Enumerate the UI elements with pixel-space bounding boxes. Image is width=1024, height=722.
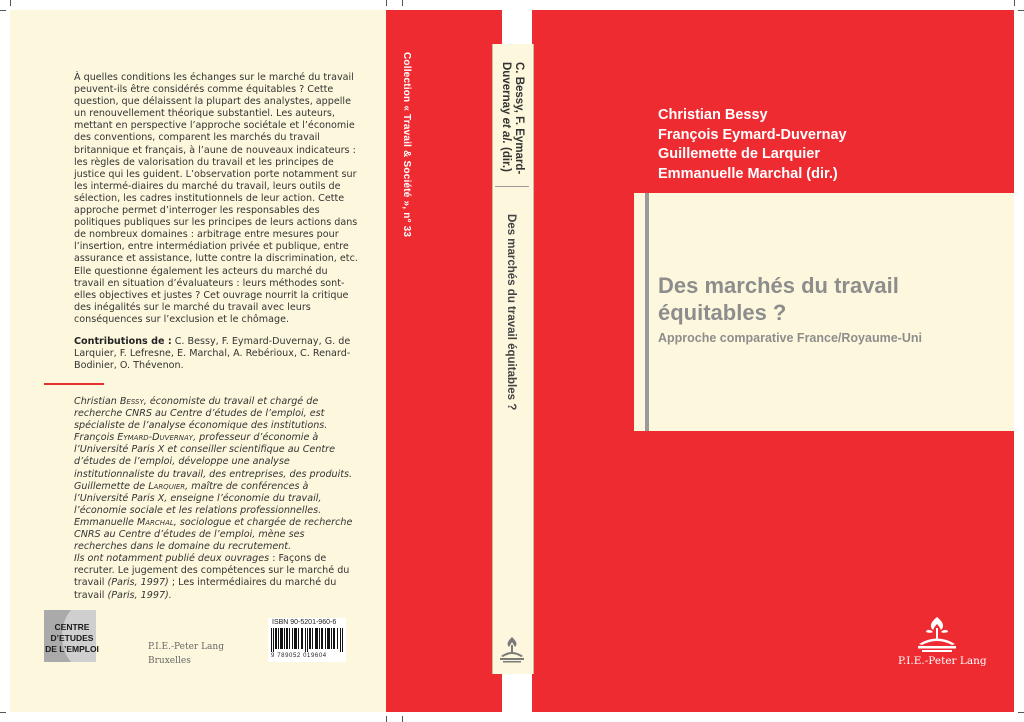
barcode-icon xyxy=(271,628,343,652)
bio-paragraph-2 xyxy=(74,553,359,601)
spine-authors-etal: et al. xyxy=(500,117,512,144)
publisher-city: Bruxelles xyxy=(148,656,191,666)
bio-name: Larquier xyxy=(148,480,186,492)
author-name: Christian Bessy xyxy=(658,107,768,123)
logo-line: CENTRE xyxy=(54,622,90,632)
book-title-line: équitables ? xyxy=(658,300,787,325)
bio-text: (Paris, 1997) xyxy=(107,577,169,589)
bio-name: Bessy xyxy=(119,396,144,407)
bio-text: , sociologue et chargée de recherche CNRS au Centre d’études de l’emploi, mène ses recherches dans le domaine du recrutement. xyxy=(74,516,353,553)
book-title-line: Des marchés du travail xyxy=(658,273,899,298)
author-bios xyxy=(74,396,359,602)
bio-text: Ils ont notamment publié deux ouvrages xyxy=(74,553,270,565)
isbn-number: ISBN 90-5201-960-6 xyxy=(272,619,337,626)
publisher-tree-icon xyxy=(914,616,960,654)
spine-authors-line: Duvernay xyxy=(500,62,512,118)
spine-edge xyxy=(386,10,402,712)
contributions-text: C. Bessy, F. Eymard-Duvernay, G. de Larquier, F. Lefresne, E. Marchal, A. Rebérioux, C. Renard-Bodinier, O. Thévenon. xyxy=(74,336,351,372)
author-name: Guillemette de Larquier xyxy=(658,146,820,162)
blurb-paragraph: À quelles conditions les échanges sur le marché du travail peuvent-ils être considérés comme équitables ? Cette question, que délaissent la plupart des analystes, appelle un renouvellement théorique substantiel. Les auteurs, mettant en perspective l’approche sociétale et l’économie des conventions, comparent les marchés du travail britannique et français, à l’aune de nouveaux indicateurs : les règles de valorisation du travail et les principes de justice qui les guident. L’observation porte notamment sur les intermé-diaires du marché du travail, leurs outils de sélection, les cadres institutionnels de leur action. Cette approche permet d’interroger les responsables des politiques publiques sur les principes de leurs actions dans de nombreux domaines : arbitrage entre mesures pour l’insertion, entre intermédiation privée et publique, entre assurance et assistance, lutte contre la discrimination, etc. Elle questionne également les acteurs du marché du travail en situation d’évaluateurs : leurs méthodes sont-elles objectives et justes ? Cet ouvrage nourrit la critique des inégalités sur le marché du travail avec leurs conséquences sur l’exclusion et le chômage. xyxy=(74,72,358,325)
book-title xyxy=(658,272,899,326)
cee-logo-text xyxy=(44,622,100,655)
back-publisher xyxy=(148,640,224,668)
bio-text: , maître de conférences à l’Université Paris X, enseigne l’économie du travail, l’économie sociale et les relations professionnelles. Emmanuelle xyxy=(74,480,322,528)
spine-series: Collection « Travail & Société », n° 33 xyxy=(401,52,412,238)
front-publisher: P.I.E.-Peter Lang xyxy=(898,655,987,667)
spine-authors xyxy=(499,62,525,174)
bio-paragraph-1 xyxy=(74,396,359,553)
back-cover-blurb xyxy=(74,72,359,332)
logo-line: DE L’EMPLOI xyxy=(45,644,99,654)
contributions xyxy=(74,336,359,372)
author-name: François Eymard-Duvernay xyxy=(658,126,847,143)
spine-divider xyxy=(495,186,529,187)
bio-text: , professeur d’économie à l’Université Paris X et conseiller scientifique au Centre d’études de l’emploi, développe une analyse institutionnaliste du travail, des entreprises, des produits. Guillemette de xyxy=(74,432,353,492)
spine-authors-line: C. Bessy, F. Eymard- xyxy=(513,62,525,175)
bio-book-title: ; Les intermédiaires du marché du travail xyxy=(74,577,337,601)
spine-title: Des marchés du travail équitables ? xyxy=(505,214,517,411)
publisher-name: P.I.E.-Peter Lang xyxy=(148,642,224,652)
ean-number: 9 789052 019604 xyxy=(271,653,327,659)
author-name: Emmanuelle Marchal (dir.) xyxy=(658,165,838,182)
front-authors xyxy=(658,106,847,184)
bio-name: Marchal xyxy=(136,516,174,528)
spine-authors-dir: (dir.) xyxy=(500,143,512,172)
bio-text: , économiste du travail et chargé de recherche CNRS au Centre d’études de l’emploi, est spécialiste de l’analyse économique des institutions. François xyxy=(74,396,328,444)
red-divider xyxy=(44,383,104,385)
book-subtitle: Approche comparative France/Royaume-Uni xyxy=(658,331,922,345)
bio-text: Christian xyxy=(74,396,120,407)
logo-line: D’ETUDES xyxy=(50,633,94,643)
publisher-tree-icon xyxy=(497,636,527,664)
title-box-rule xyxy=(645,193,649,431)
bio-book-title: : Façons de recruter. Le jugement des compétences sur le marché du travail xyxy=(74,553,350,589)
contributions-label: Contributions de : xyxy=(74,336,172,347)
spine xyxy=(402,10,502,712)
bio-name: Eymard-Duvernay xyxy=(117,432,194,444)
bio-text: (Paris, 1997). xyxy=(107,589,172,601)
